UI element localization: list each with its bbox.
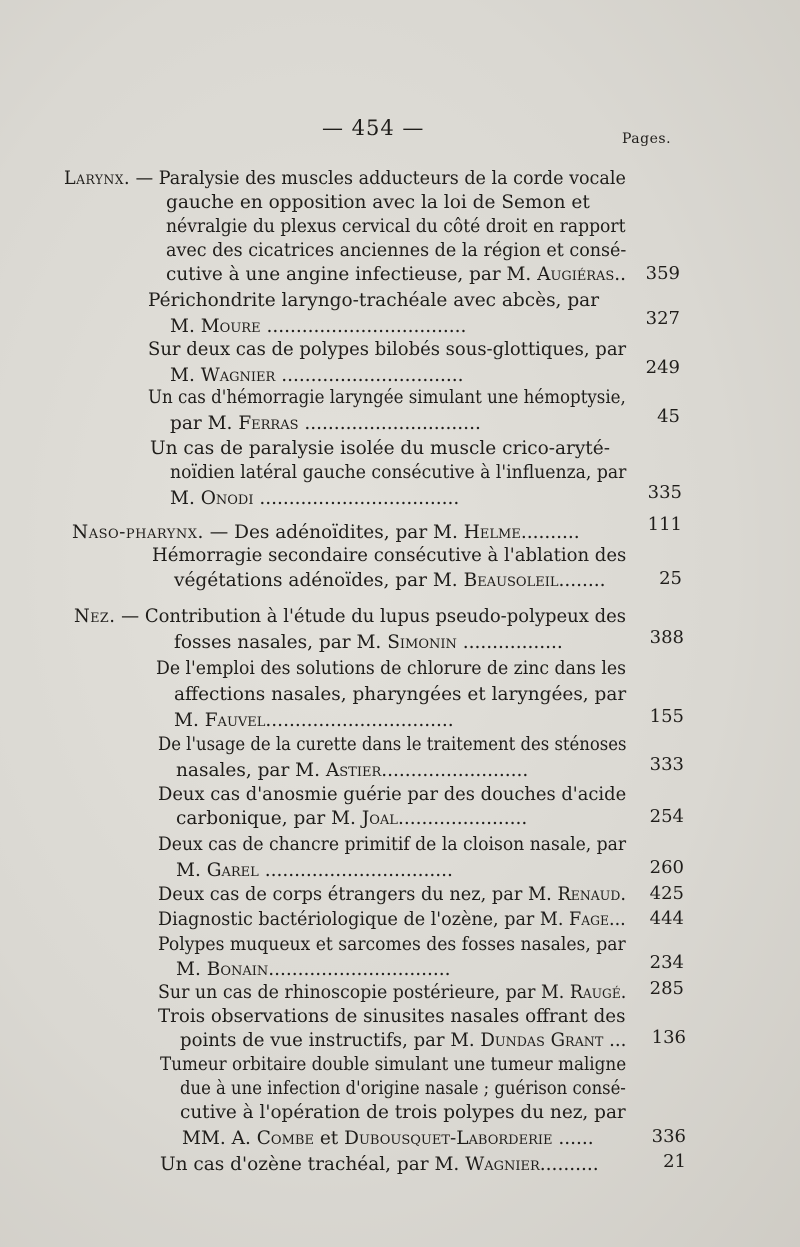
dot-leader: .............................. (304, 413, 481, 434)
page-ref: 327 (645, 308, 680, 329)
entry-line (158, 980, 626, 1006)
dot-leader: ........ (558, 570, 606, 591)
entry-text: noïdien latéral gauche consécutive à l'influenza, par (170, 462, 627, 483)
entry-line (166, 262, 626, 288)
entry-text: carbonique, par M. (176, 808, 356, 829)
entry-text: M. (170, 316, 195, 337)
section-heading-larynx: Larynx. (64, 168, 131, 189)
entry-text: due à une infection d'origine nasale ; guérison consé- (180, 1078, 626, 1099)
entry-line (166, 214, 625, 240)
entry-text: Un cas d'ozène trachéal, par M. (160, 1154, 460, 1175)
entry-text: Deux cas d'anosmie guérie par des douches d'acide (158, 784, 627, 805)
entry-text: De l'usage de la curette dans le traitement des sténoses (158, 734, 627, 755)
entry-text: M. (174, 710, 199, 731)
entry-line (166, 238, 626, 264)
entry-line (174, 708, 454, 734)
entry-line (180, 1076, 626, 1102)
entry-text: Hémorragie secondaire consécutive à l'ablation des (152, 545, 627, 566)
entry-line (148, 337, 626, 363)
entry-line (158, 832, 626, 858)
entry-line (174, 568, 606, 594)
page-ref: 25 (659, 568, 682, 589)
entry-line (182, 1126, 594, 1152)
author-name: Combe (256, 1128, 314, 1149)
entry-text: M. (170, 488, 195, 509)
author-name: Fauvel (204, 710, 266, 731)
page-ref: 359 (645, 263, 680, 284)
entry-text: Sur deux cas de polypes bilobés sous-glottiques, par (148, 339, 627, 360)
entry-line (180, 1100, 626, 1126)
page-ref: 425 (649, 883, 684, 904)
pages-column-label: Pages. (622, 131, 672, 147)
entry-line (170, 411, 481, 437)
entry-text: et (319, 1128, 339, 1149)
author-name: Dubousquet-Laborderie (344, 1128, 553, 1149)
author-name: Dundas Grant (480, 1030, 604, 1051)
dot-leader: .......... (520, 522, 580, 543)
entry-text: MM. A. (182, 1128, 251, 1149)
entry-text: par M. (170, 413, 233, 434)
author-name: Moure (200, 316, 261, 337)
entry-line (176, 858, 453, 884)
page-ref: 285 (649, 978, 684, 999)
entry-text: végétations adénoïdes, par M. (174, 570, 458, 591)
entry-line (160, 1052, 626, 1078)
section-heading-naso-pharynx: Naso-pharynx. (72, 522, 204, 543)
entry-text: — Paralysie des muscles adducteurs de la corde vocale (135, 168, 626, 189)
entry-text: névralgie du plexus cervical du côté droit en rapport (166, 216, 626, 237)
entry-text: fosses nasales, par M. (174, 632, 382, 653)
entry-line (156, 656, 626, 682)
author-name: Ferras (238, 413, 299, 434)
page-ref: 234 (649, 952, 684, 973)
dot-leader: .. (614, 264, 626, 285)
page-ref: 111 (647, 514, 682, 535)
page-ref: 333 (649, 754, 684, 775)
entry-text: Trois observations de sinusites nasales offrant des (158, 1006, 626, 1027)
page-ref: 444 (649, 908, 684, 929)
author-name: Augiéras (537, 264, 615, 285)
dot-leader: ................. (462, 632, 563, 653)
entry-line (176, 758, 528, 784)
entry-line (152, 543, 626, 569)
entry-text: — Des adénoïdites, par M. (209, 522, 458, 543)
page-ref: 254 (649, 806, 684, 827)
entry-line (170, 486, 459, 512)
dot-leader: ............................... (268, 959, 451, 980)
entry-line (176, 806, 527, 832)
page-ref: 260 (649, 857, 684, 878)
entry-line (158, 732, 626, 758)
entry-text: M. (170, 365, 195, 386)
author-name: Fage (569, 909, 609, 930)
entry-line (158, 932, 626, 958)
entry-line (160, 1152, 599, 1178)
author-name: Renaud (557, 884, 621, 905)
entry-text: De l'emploi des solutions de chlorure de zinc dans les (156, 658, 626, 679)
author-name: Wagnier (465, 1154, 540, 1175)
entry-line (158, 782, 626, 808)
entry-text: affections nasales, pharyngées et laryngées, par (174, 684, 627, 705)
section-heading-nez: Nez. (74, 606, 116, 627)
dot-leader: ... (609, 1030, 627, 1051)
entry-text: Un cas de paralysie isolée du muscle crico-aryté- (150, 438, 610, 459)
page-ref: 335 (647, 482, 682, 503)
dot-leader: ............................... (281, 365, 464, 386)
entry-line (174, 682, 626, 708)
author-name: Joal (361, 808, 398, 829)
dot-leader: ................................ (265, 710, 454, 731)
dot-leader: .................................. (266, 316, 467, 337)
entry-line (170, 460, 626, 486)
entry-text: Tumeur orbitaire double simulant une tumeur maligne (160, 1054, 627, 1075)
entry-text: Deux cas de corps étrangers du nez, par M. (158, 884, 552, 905)
dot-leader: ...... (558, 1128, 594, 1149)
dot-leader: .................................. (259, 488, 460, 509)
entry-line (180, 1028, 626, 1054)
entry-text: points de vue instructifs, par M. (180, 1030, 475, 1051)
dot-leader: . (620, 982, 627, 1003)
page-ref: 249 (645, 357, 680, 378)
entry-line (158, 882, 626, 908)
page-ref: 21 (663, 1151, 686, 1172)
entry-text: Deux cas de chancre primitif de la cloison nasale, par (158, 834, 627, 855)
author-name: Onodi (200, 488, 254, 509)
entry-text: cutive à l'opération de trois polypes du nez, par (180, 1102, 626, 1123)
entry-text: Périchondrite laryngo-trachéale avec abcès, par (148, 290, 600, 311)
entry-line (158, 1004, 625, 1030)
entry-text: Un cas d'hémorragie laryngée simulant une hémoptysie, (148, 387, 626, 408)
entry-line (158, 907, 626, 933)
page-ref: 336 (651, 1126, 686, 1147)
author-name: Bonain (206, 959, 269, 980)
dot-leader: ... (608, 909, 626, 930)
entry-text: Sur un cas de rhinoscopie postérieure, par M. (158, 982, 565, 1003)
entry-text: M. (176, 959, 201, 980)
entry-text: cutive à une angine infectieuse, par M. (166, 264, 532, 285)
entry-line (174, 630, 563, 656)
dot-leader: .......... (539, 1154, 599, 1175)
author-name: Beausoleil (463, 570, 559, 591)
entry-line (148, 288, 599, 314)
author-name: Wagnier (200, 365, 276, 386)
author-name: Astier (325, 760, 382, 781)
entry-line (148, 385, 626, 411)
entry-text: Polypes muqueux et sarcomes des fosses nasales, par (158, 934, 626, 955)
entry-line (166, 190, 624, 216)
page-ref: 388 (649, 627, 684, 648)
dot-leader: ................................ (264, 860, 453, 881)
page-ref: 45 (657, 406, 680, 427)
page-ref: 155 (649, 706, 684, 727)
entry-text: avec des cicatrices anciennes de la région et consé- (166, 240, 627, 261)
entry-text: M. (176, 860, 201, 881)
page-ref: 136 (651, 1027, 686, 1048)
author-name: Raugé (569, 982, 621, 1003)
author-name: Garel (206, 860, 259, 881)
entry-text: Diagnostic bactériologique de l'ozène, par M. (158, 909, 564, 930)
entry-line (64, 166, 626, 192)
page-number: — 454 — (322, 116, 425, 140)
dot-leader: ......................... (381, 760, 529, 781)
entry-line (74, 604, 626, 630)
author-name: Helme (463, 522, 521, 543)
author-name: Simonin (387, 632, 457, 653)
dot-leader: ...................... (397, 808, 528, 829)
entry-text: gauche en opposition avec la loi de Semon et (166, 192, 590, 213)
entry-text: nasales, par M. (176, 760, 321, 781)
entry-text: — Contribution à l'étude du lupus pseudo-polypeux des (121, 606, 626, 627)
entry-line (150, 436, 610, 462)
dot-leader: . (620, 884, 626, 905)
